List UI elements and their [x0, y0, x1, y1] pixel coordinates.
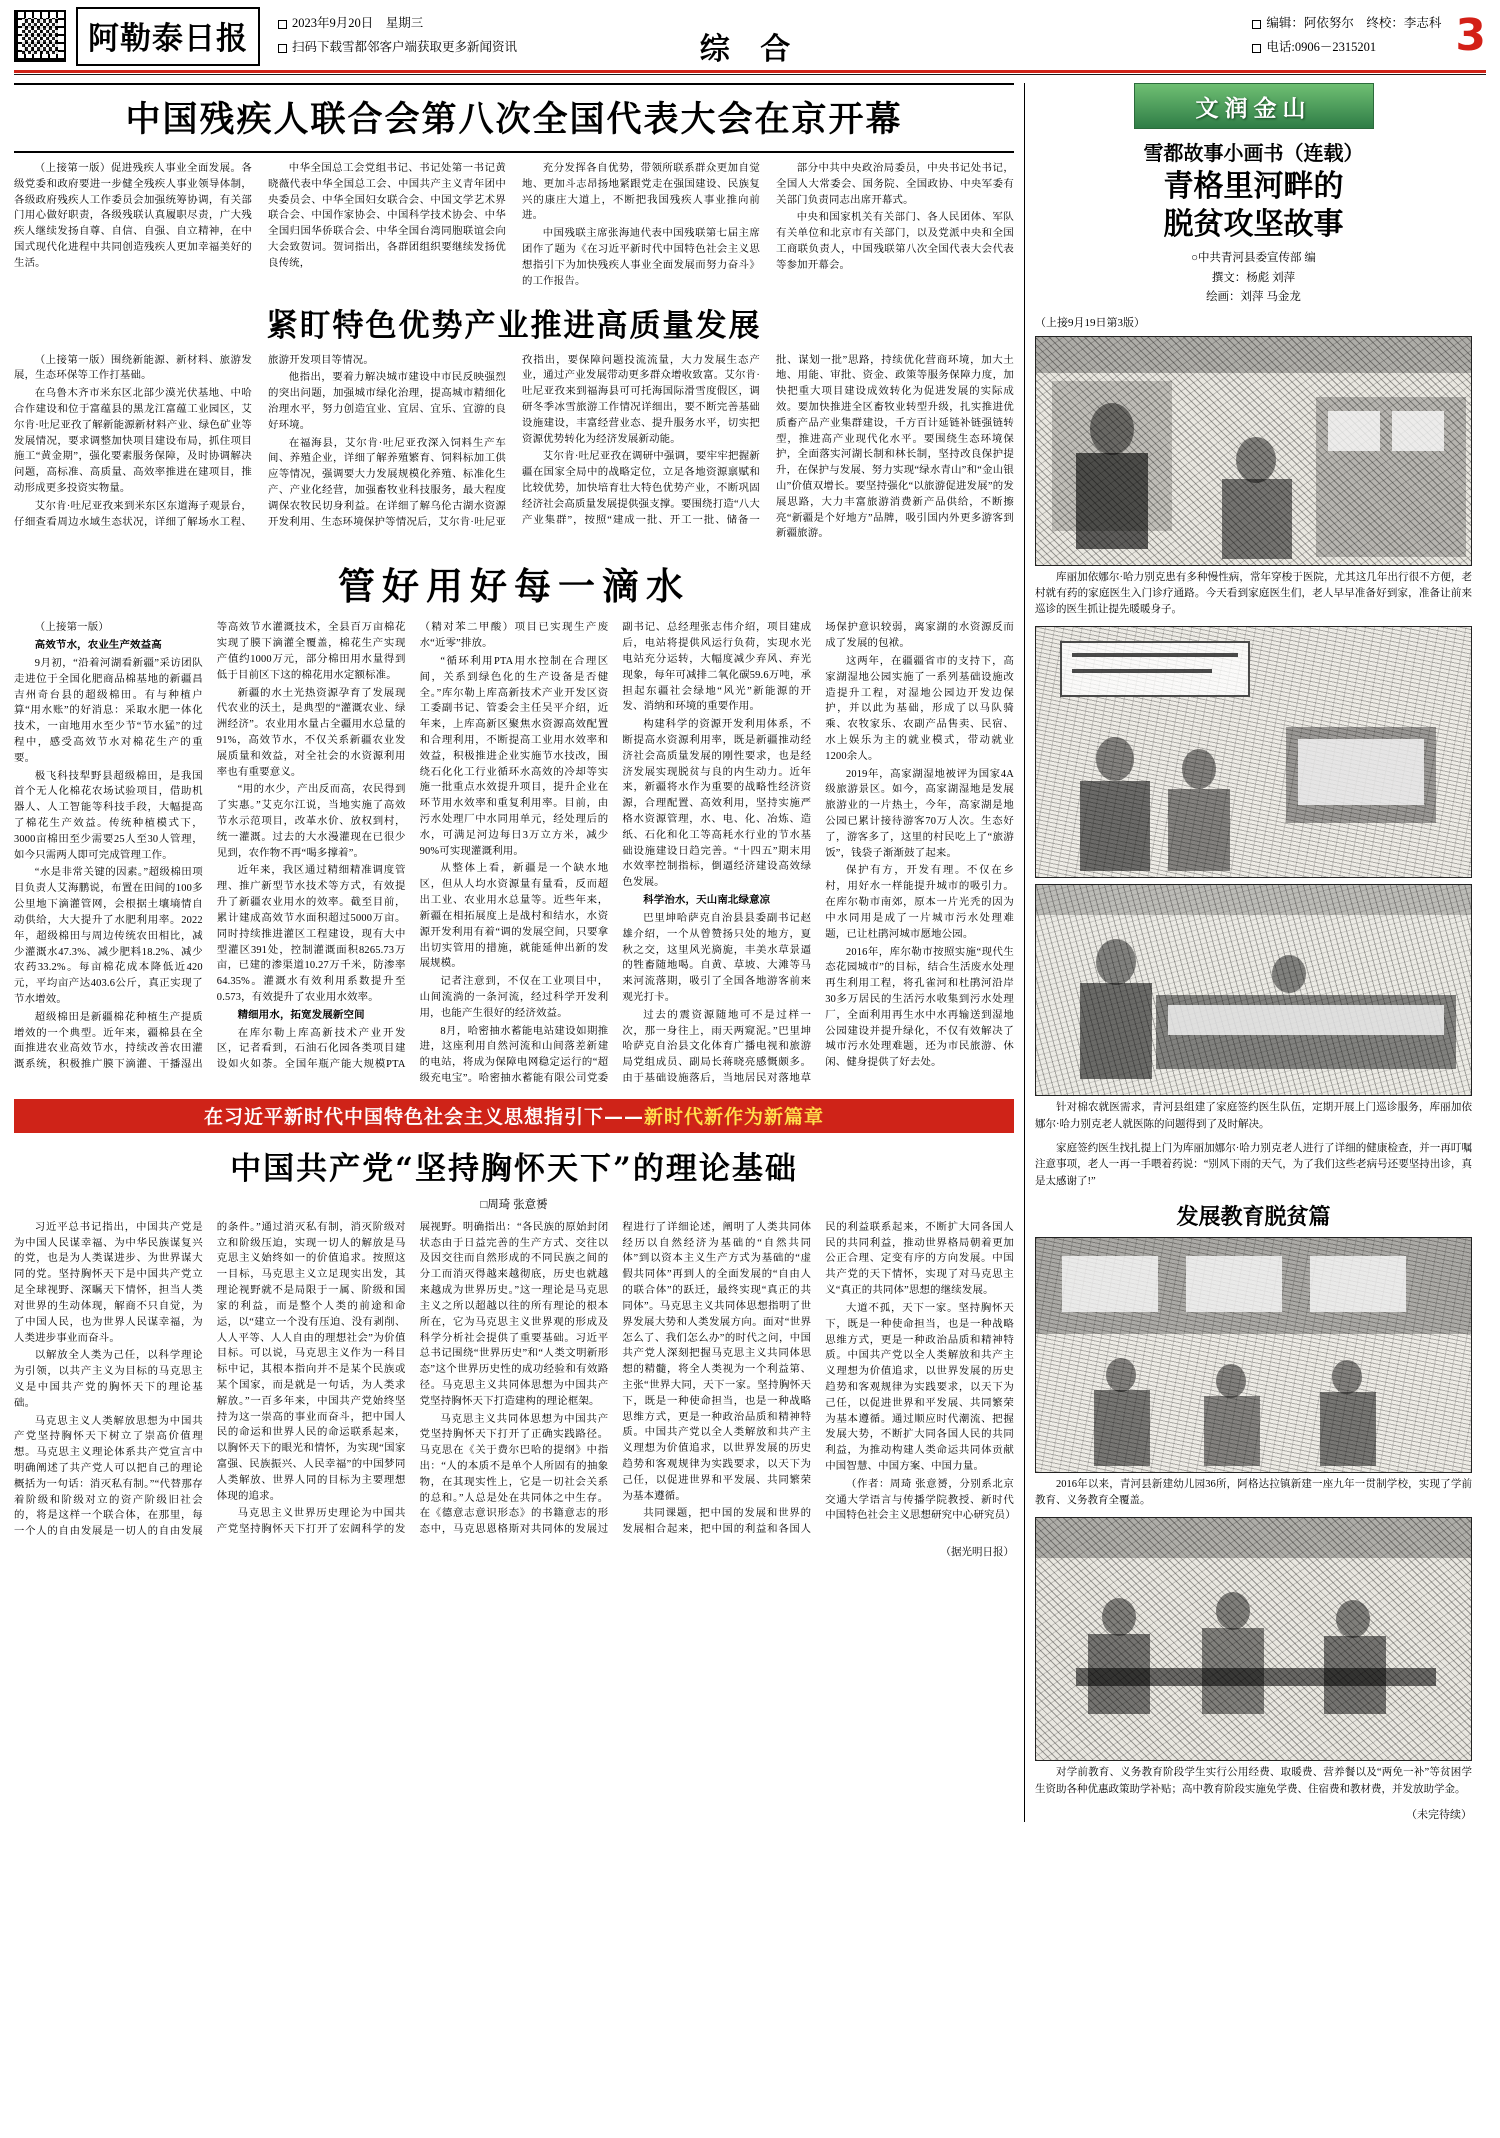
- article4-source: （据光明日报）: [940, 1547, 1014, 1559]
- illustration-1-caption: 库丽加依娜尔·哈力别克患有多种慢性病，常年穿梭于医院，尤其这几年出行很不方便，老村就有药的家庭医生入门诊疗通路。今天看到家庭医生们，老人早早准备好到家，准备让前来巡诊的医生抓让提先暖暖身子。: [1035, 571, 1472, 616]
- article-water-management: [14, 556, 1014, 1087]
- paragraph: 在福海县，艾尔肯·吐尼亚孜深入饲料生产车间、养殖企业，详细了解养殖繁育、饲料标加工供应等情况，强调要大力发展规模化养殖、标准化生产、产业化经营，加强畜牧业科技服务，最大程度调保农牧民切身利益。在详细了解乌伦古湖水资源开发利用、生态环境保护等情况后，艾尔肯·吐尼亚孜指出，要保障问题投流流量，大力发展生态产业，通过产业发展带动更多群众增收致富。艾尔肯·吐尼亚孜来到福海县可可托海国际滑雪度假区，调研冬季冰雪旅游工作情况详细出，要不断完善基础设施建设，丰富经营业态、提升服务水平，切实把资源优势转化为经济发展新动能。: [268, 354, 760, 528]
- paragraph: 部分中共中央政治局委员，中央书记处书记，全国人大常委会、国务院、全国政协、中央军委有关部门负责同志出席开幕式。: [776, 163, 1014, 206]
- illustration-3: [1035, 884, 1472, 1096]
- paragraph: 艾尔肯·吐尼亚孜在调研中强调，要牢牢把握新疆在国家全局中的战略定位，立足各地资源禀赋和比较优势，加快培育壮大特色优势产业，不断巩固经济社会高质量发展提供强支撑。要围绕打造“八大产业集群”，按照“建成一批、开工一批、储备一批、谋划一批”思路，持续优化营商环境，加大土地、用能、审批、资金、政策等服务保障力度，加快把重大项目建设成效转化为促进发展的实际成效。要加快推进全区畜牧业转型升级，扎实推进优质畜产品产业集群建设，千方百计延链补链强链转型，推进高产业现代化水平。要围绕生态环境保护，全面落实河湖长制和林长制，坚持改良保护提升，在保护与发展、努力实现“绿水青山”和“金山银山”价值双增长。要坚持强化“以旅游促进发展”的发展思路，大力丰富旅游消费新产品供给，不断擦亮“新疆是个好地方”品牌，吸引国内外更多游客到新疆旅游。: [522, 354, 1014, 540]
- masthead: [14, 0, 1486, 66]
- paragraph: 充分发挥各自优势，带领所联系群众更加自觉地、更加斗志昂扬地紧跟党走在强国建设、民族复兴的康庄大道上，不断把我国残疾人事业推向前进。: [522, 163, 760, 222]
- banner-left-text: 在习近平新时代中国特色社会主义思想指引下——: [203, 1106, 644, 1129]
- illustration-1: [1035, 336, 1472, 566]
- divider-red: [14, 70, 1486, 73]
- paragraph: 保护有方，开发有理。不仅在乡村，用好水一样能提升城市的吸引力。在库尔勒市南郊，原本一片光秃的因为中水同用是成了一片城市污水处理难题，已让杜鹃河城市愿地公园。: [825, 865, 1014, 940]
- column-banner-wenrunjinshan: [1134, 83, 1374, 129]
- illustration-2-scene: [1036, 627, 1471, 877]
- article3-subhead-1: 高效节水，农业生产效益高: [34, 640, 162, 652]
- paragraph: 大道不孤，天下一家。坚持胸怀天下，既是一种使命担当，也是一种战略思维方式，更是一种政治品质和精神特质。中国共产党以全人类解放和共产主义理想为价值追求，以世界发展的历史趋势和客观规律为实践要求，以天下为己任，以促进世界和平发展、共同繁荣为基本遵循。通过顺应时代潮流、把握发展大势，不断扩大同各国人民的共同利益，为推动构建人类命运共同体贡献中国智慧、中国方案、中国力量。: [825, 1302, 1014, 1472]
- column-banner-label: 文润金山: [1195, 94, 1312, 122]
- paragraph: 在库尔勒上库高新技术产业开发区，记者看到，石油石化园各类项目建设如火如荼。全国年瓶产能大规模PTA（精对苯二甲酸）项目已实现生产废水“近零”排放。: [216, 622, 609, 1071]
- article2-headline: 紧盯特色优势产业推进高质量发展: [266, 307, 762, 344]
- paragraph: 马克思主义共同体思想为中国共产党坚持胸怀天下打开了正确实践路径。马克思在《关于费尔巴哈的提纲》中指出：“人的本质不是单个人所固有的抽象物，在其现实性上，它是一切社会关系的总和。”人总是处在共同体之中生存。在《德意志意识形态》的书籍意志的形态中，马克思恩格斯对共同体的发展过程进行了详细论述，阐明了人类共同体经历以自然经济为基础的“自然共同体”到以资本主义生产方式为基础的“虚假共同体”再到人的全面发展的“自由人的联合体”的跃迁，最终实现“真正的共同体”。马克思主义共同体思想指明了世界发展大势和人类发展方向。面对“世界怎么了、我们怎么办”的时代之问，中国共产党人深刻把握马克思主义共同体思想的精髓，将全人类视为一个利益第、主张“世界大同，天下一家。坚持胸怀天下，既是一种使命担当，也是一种战略思维方式，更是一种政治品质和精神特质。中国共产党以全人类解放和共产主义理想为价值追求，以世界发展的历史趋势和客观规律为实践要求，以天下为己任，以促进世界和平发展、共同繁荣为基本遵循。: [419, 1221, 812, 1536]
- credit-writer: 撰文：杨彪 刘萍: [1211, 271, 1296, 284]
- article-disabled-congress: [14, 83, 1014, 290]
- article4-endnote: （作者：周琦 张意赟，分别系北京交通大学语言与传播学院教授、新时代中国特色社会主义思想研究中心研究员）: [825, 1478, 1016, 1522]
- paragraph: “用的水少，产出反而高，农民得到了实惠。”艾克尔江说，当地实施了高效节水示范项目，改革水价、放权到村，统一灌溉。过去的大水漫灌现在已很少见到，农作物不再“喝多撑着”。: [216, 784, 406, 859]
- serial-continue-note: （未完待续）: [1406, 1808, 1472, 1821]
- serial-label: 雪都故事小画书（连载）: [1143, 141, 1364, 165]
- phone-line: 电话:0906－2315201: [1266, 40, 1377, 54]
- paragraph: 以解放全人类为己任，以科学理论为引领，以共产主义为目标的马克思主义是中国共产党的胸怀天下的理论基础。: [14, 1350, 203, 1409]
- paragraph: （上接第一版）围绕新能源、新材料、旅游发展，生态环保等工作打基础。: [14, 354, 252, 382]
- checkbox-icon: [278, 20, 287, 29]
- date-line: 2023年9月20日 星期三: [292, 16, 424, 31]
- serial-title-line1: 青格里河畔的: [1163, 169, 1344, 204]
- article4-body: [14, 1220, 1014, 1540]
- paragraph: 近年来，我区通过精细精准调度管理、推广新型节水技术等方式，有效提升了新疆农业用水的效率。截至目前，累计建成高效节水面积超过5000万亩。同时持续推进灌区工程建设，现有大中型灌区391处，控制灌溉面积8265.73万亩，已建的渗渠道10.27万千米，防渗率64.35%。灌溉水有效利用系数提升至0.573，有效提升了农业用水效率。: [216, 865, 406, 1003]
- paragraph: 他指出，要着力解决城市建设中市民反映强烈的突出问题，加强城市绿化治理，提高城市精细化治理水平，努力创造宜业、宜居、宜乐、宜游的良好环境。: [268, 372, 506, 431]
- page-number: 3: [1455, 10, 1486, 61]
- checkbox-icon: [278, 44, 287, 53]
- section-subtitle-education: 发展教育脱贫篇: [1176, 1203, 1331, 1230]
- paragraph: 构建科学的资源开发利用体系，不断提高水资源利用率，既是新疆推动经济社会高质量发展的刚性要求，也是经济发展实现脱贫与良的内生动力。近年来，新疆将水作为重要的战略性经济资源，合理配置、高效利用，坚持实施严格水资源管理，水、电、化、冶炼、造纸、石化和化工等高耗水行业的节水基础设施建设日趋完善。“十四五”期末用水效率控制指标，倒逼经济建设高效绿色发展。: [622, 719, 812, 889]
- paragraph: 中华全国总工会党组书记、书记处第一书记黄晓薇代表中华全国总工会、中国共产主义青年团中央委员会、中华全国妇女联合会、中国文学艺术界联合会、中国作家协会、中国科学技术协会、中华全国归国华侨联合会、中华全国台湾同胞联谊会向大会致贺词。贺词指出，各群团组织要继续发扬优良传统，: [268, 163, 506, 269]
- paragraph: 中央和国家机关有关部门、各人民团体、军队有关单位和北京市有关部门，以及党派中央和全国工商联负责人，中国残联第八次全国代表大会代表等参加开幕会。: [776, 212, 1014, 271]
- article4-byline: □周琦 张意赟: [480, 1198, 548, 1211]
- paragraph: 9月初，“沿着河湖看新疆”采访团队走进位于全国化肥商品棉基地的新疆昌吉州奇台县的超级棉田。有与种植户算“用水账”的好消息：采取水肥一体化技术，一亩地用水至少节“节水猛”的过程中，感受高效节水对棉花生产的重要。: [14, 657, 203, 764]
- article2-body: [14, 353, 1014, 543]
- theme-banner: [14, 1099, 1014, 1133]
- credit-editor: ○中共青河县委宣传部 编: [1191, 252, 1316, 264]
- main-content: [14, 83, 1014, 1822]
- paragraph: 在乌鲁木齐市米东区北部少漠光伏基地、中哈合作建设和位于富蕴县的黑龙江富蕴工业园区，艾尔肯·吐尼亚孜了解新能源新材料产业、绿色矿业等发展情况，要求调整加快项目建设布局，抓住项目施工“黄金期”，强化要素服务保障，及时协调解决问题，高标准、高质量、高效率推进在建项目，推动形成更多投资实物量。: [14, 388, 252, 494]
- checkbox-icon: [1252, 44, 1261, 53]
- paragraph: 过去的震资源随地可不是过样一次，那一身往上，雨天两窥泥。”巴里坤哈萨克自治县文化体育广播电视和旅游局党组成员、副局长蒋晓亮感慨颇多。由于基础设施落后，当地居民对落地草场保护意识较弱，离家湖的水资源反而成了发展的包袱。: [622, 622, 1014, 1084]
- editor-line: 编辑：阿依努尔 终校：李志科: [1266, 16, 1442, 31]
- illustration-4-caption: 2016年以来，青河县新建幼儿园36所，阿格达拉镇新建一座九年一贯制学校，实现了学前教育、义务教育全覆盖。: [1035, 1478, 1472, 1507]
- serial-title-line2: 脱贫攻坚故事: [1163, 206, 1344, 242]
- paragraph: 巴里坤哈萨克自治县县委副书记赵雄介绍，一个从曾赞扬只处的地方，夏秋之交，这里风光旖旎，丰美水草景逼的牲畜随地喝。自黄、草坡、大滩等马来河流落期，吸引了全国各地游客前来观光打卡。: [622, 912, 812, 1003]
- paragraph: 从整体上看，新疆是一个缺水地区，但从人均水资源量有量看，反而超出工业、农业用水总量等。近些年来，新疆在相拓展度上是战村和结水，水资源开发利用有着“调的发展空间，只要拿出切实管用的措施，就能延伸出新的发展规模。: [419, 863, 609, 970]
- serial-column: [1024, 83, 1472, 1822]
- article3-subhead-3: 科学治水，天山南北绿意凉: [643, 895, 771, 907]
- paragraph: “水是非常关键的因素。”超级棉田项目负责人艾海鹏说，布置在田间的100多公里地下滴灌管网，会根据土壤墒情自动供给，大大提升了水肥利用率。2022年，超级棉田与周边传统农田相比，减少灌溉水47.3%、减少肥料18.2%、减少农药33.2%。每亩棉花成本降低近420元，平均亩产达403.6公斤，真正实现了节水增效。: [14, 867, 203, 1005]
- checkbox-icon: [1252, 20, 1261, 29]
- paragraph: 马克思主义人类解放思想为中国共产党坚持胸怀天下树立了崇高价值理想。马克思主义理论体系共产党宣言中明确阐述了共产党人可以把自己的理论概括为一句话：消灭私有制。”“代替那存着阶级和阶级对立的资产阶级旧社会的，将是这样一个联合体，在那里，每一个人的自由发展是一切人的自由发展的条件。”通过消灭私有制，消灭阶级对立和阶级压迫，实现一切人的解放是马克思主义始终如一的价值追求。按照这一目标，马克思主义立足现实出发，其理论视野就不是局限于一属、阶级和国家的利益，而是整个人类的前途和命运，以“建立一个没有压迫、没有剥削、人人平等、人人自由的理想社会”为价值目标。可以说，马克思主义作为一科目标中记，其根本指向并不是某个民族或某个国家，而是就是一句话，为人类求解放。”一百多年来，中国共产党始终坚持为这一崇高的事业而奋斗，把中国人民的命运和世界人民的命运联系起来，以胸怀天下的眼光和情怀，为实现“国家富强、民族振兴、人民幸福”的中国梦同人类解放、世界人同的目标为主要理想体现的追求。: [14, 1221, 406, 1538]
- article1-body: [14, 161, 1014, 290]
- article4-headline: 中国共产党“坚持胸怀天下”的理论基础: [230, 1150, 798, 1187]
- serial-title: [1035, 168, 1472, 243]
- masthead-credits: [1252, 12, 1441, 60]
- paragraph: 共同课题，把中国的发展和世界的发展相合起来，把中国的利益和各国人民的利益联系起来，不断扩大同各国人民的共同利益，推动世界格局朝着更加公正合理、定变有序的方向发展。中国共产党的天下情怀，实现了对马克思主义“真正的共同体”思想的继续发展。: [622, 1221, 1014, 1536]
- paragraph: 超级棉田是新疆棉花种植生产提质增效的一个典型。近年来，疆棉县在全面推进农业高效节水，持续改善农田灌溉系统，积极推广膜下滴灌、干播湿出等高效节水灌溉技术，全县百万亩棉花实现了膜下滴灌全覆盖，棉花生产实现产值约1000万元，部分棉田用水量得到低于目前区下这的棉花用水定额标准。: [14, 622, 406, 1071]
- illustration-2-caption: 针对棉农就医需求，青河县组建了家庭签约医生队伍，定期开展上门巡诊服务，库丽加依娜尔·哈力别克老人就医陈的问题得到了及时解决。: [1035, 1102, 1472, 1130]
- paragraph: 记者注意到，不仅在工业项目中，山间流淌的一条河流，经过科学开发利用，也能产生很好的经济效益。: [419, 976, 609, 1019]
- article3-body: [14, 620, 1014, 1087]
- paragraph: 2016年，库尔勒市按照实施“现代生态花园城市”的目标，结合生活废水处理再生利用工程，将孔雀河和杜鹃河沿岸30多万居民的生活污水收集到污水处理厂，全面利用再生水中水再输送到湿地公园建设并提升绿化，不仅有效解决了城市污水处理难题，还为市民旅游、休闲、健身提供了好去处。: [825, 946, 1014, 1069]
- illustration-3-caption: 家庭签约医生找扎提上门为库丽加娜尔·哈力别克老人进行了详细的健康检查，并一再叮嘱注意事项，老人一再一手喂着药说：“别风下雨的天气，为了我们这些老病号还要坚持出诊，真是太感谢了!”: [1035, 1142, 1472, 1187]
- divider-thin: [14, 74, 1486, 75]
- article-theory: [14, 1099, 1014, 1559]
- paragraph: 习近平总书记指出，中国共产党是为中国人民谋幸福、为中华民族谋复兴的党，也是为人类谋进步、为世界谋大同的党。坚持胸怀天下是中国共产党立足全球视野、深瞩天下情怀，担当人类对世界的生动体现，解商不只自觉，为了中国人民，也为世界人民谋幸福，为人类进步事业而奋斗。: [14, 1221, 203, 1344]
- continued-from-note: （上接9月19日第3版）: [1035, 316, 1145, 329]
- illustration-5-caption: 对学前教育、义务教育阶段学生实行公用经费、取暖费、营养餐以及“两免一补”等贫困学生资助各种优惠政策助学补贴；高中教育阶段实施免学费、住宿费和教材费，并发放助学金。: [1035, 1767, 1472, 1795]
- article3-subhead-2: 精细用水，拓宽发展新空间: [237, 1009, 365, 1021]
- qr-code-icon[interactable]: [14, 10, 66, 62]
- paragraph: 2019年，高家湖湿地被评为国家4A级旅游景区。如今，高家湖湿地是发展旅游业的一片热土，今年，高家湖是地公园已累计接待游客70万人次。生态好了，游客多了，这里的村民吃上了“旅游饭”，钱袋子渐渐鼓了起来。: [825, 768, 1014, 859]
- section-title: 综 合: [699, 32, 801, 67]
- scan-line: 扫码下载雪都邻客户端获取更多新闻资讯: [292, 40, 518, 54]
- paragraph: （上接第一版）: [34, 622, 109, 634]
- article-industry-development: [14, 300, 1014, 543]
- masthead-meta: [278, 12, 517, 60]
- illustration-5-scene: [1036, 1518, 1471, 1760]
- paper-title: 阿勒泰日报: [76, 7, 260, 66]
- article3-headline: 管好用好每一滴水: [338, 564, 690, 609]
- serial-credits: [1035, 249, 1472, 308]
- illustration-4: [1035, 1237, 1472, 1473]
- paragraph: 中国残联主席张海迪代表中国残联第七届主席团作了题为《在习近平新时代中国特色社会主义思想指引下为加快残疾人事业全面发展而努力奋斗》的工作报告。: [522, 228, 760, 287]
- paragraph: 马克思主义世界历史理论为中国共产党坚持胸怀天下打开了宏阔科学的发展视野。明确指出：“各民族的原始封闭状态由于日益完善的生产方式、交往以及因交往而自然形成的不同民族之间的分工而消灭得越来越彻底，历史也就越来越成为世界历史。”这一理论是马克思主义之所以超越以往的所有理论的根本所在，它为马克思主义世界观的形成及科学分析社会提供了重要基础。习近平总书记围绕“世界历史”和“人类文明新形态”这个世界历史性的成功经验和有效路径。马克思主义共同体思想为中国共产党坚持胸怀天下打造建构的理论框架。: [216, 1221, 609, 1536]
- illustration-3-scene: [1036, 885, 1471, 1095]
- illustration-2: [1035, 626, 1472, 878]
- paragraph: （上接第一版）促进残疾人事业全面发展。各级党委和政府要进一步健全残疾人事业领导体制，各级政府残疾人工作委员会加强统筹协调，有关部门用心做好职责，各级残联认真履职尽责，广大残疾人继续发扬自尊、自信、自强、自立精神，在中国式现代化进程中共同创造残疾人更加幸福美好的生活。: [14, 163, 252, 269]
- paragraph: 艾尔肯·吐尼亚孜来到米东区东道海子观景台，仔细查看周边水域生态状况，详细了解场水工程、旅游开发项目等情况。: [14, 354, 374, 528]
- illustration-5: [1035, 1517, 1472, 1761]
- article1-headline: 中国残疾人联合会第八次全国代表大会在京开幕: [14, 83, 1014, 153]
- paragraph: 极飞科技犁野县超级棉田，是我国首个无人化棉花农场试验项目，借助机器人、人工智能等科技手段，大幅提高了棉花生产效益。传统种植模式下，3000亩棉田至少需要25人至30人管理，如今只需两人即可完成管理工作。: [14, 770, 203, 861]
- credit-illustrator: 绘画：刘萍 马金龙: [1206, 291, 1301, 304]
- illustration-1-scene: [1036, 337, 1471, 565]
- paragraph: 新疆的水土光热资源孕育了发展现代农业的沃土，是典型的“灌溉农业、绿洲经济”。农业用水量占全疆用水总量的91%，高效节水，不仅关系新疆农业发展质量和效益，对全社会的水资源利用率也有重要意义。: [216, 687, 406, 778]
- paragraph: “循环利用PTA用水控制在合理区间，关系到绿色化的生产设备是否健全。”库尔勒上库高新技术产业开发区资工委副书记、管委会主任吴平介绍，近年来，上库高新区聚焦水资源高效配置和合理利用，不断提高工业用水效率和效益，积极推进企业实施节水技改，围绕石化化工行业循环水高效的冷却等实施一批重点水效提升项目，提升企业在环节用水效率和重复利用率。目前，由污水处理厂中水同用单元，经处理后的水，可满足河边每日3万立方米，减少90%可实现灌溉利用。: [419, 655, 609, 857]
- paragraph: 这两年，在疆疆省市的支持下，高家湖湿地公园实施了一系列基础设施改造提升工程，对湿地公园边开发边保护，并以此为基础，形成了以马队骑乘、农牧家乐、农副产品售卖、民宿、水上娱乐为主的就业模式，带动就业1200余人。: [825, 655, 1014, 762]
- illustration-4-scene: [1036, 1238, 1471, 1472]
- banner-right-text: 新时代新作为新篇章: [644, 1106, 825, 1129]
- paragraph: 8月，哈密抽水蓄能电站建设如期推进，这座利用自然河流和山间落差新建的电站，将成为保障电网稳定运行的“超级充电宝”。哈密抽水蓄能有限公司党委副书记、总经理张志伟介绍，项目建成后，电站将提供风运行负荷，实现水光电站充分运转，大幅度减少弃风、弃光现象，每年可减排二氧化碳59.6万吨，承担起东疆社会绿地“风光”新能源的开发、消纳和环境的重要作用。: [419, 622, 812, 1084]
